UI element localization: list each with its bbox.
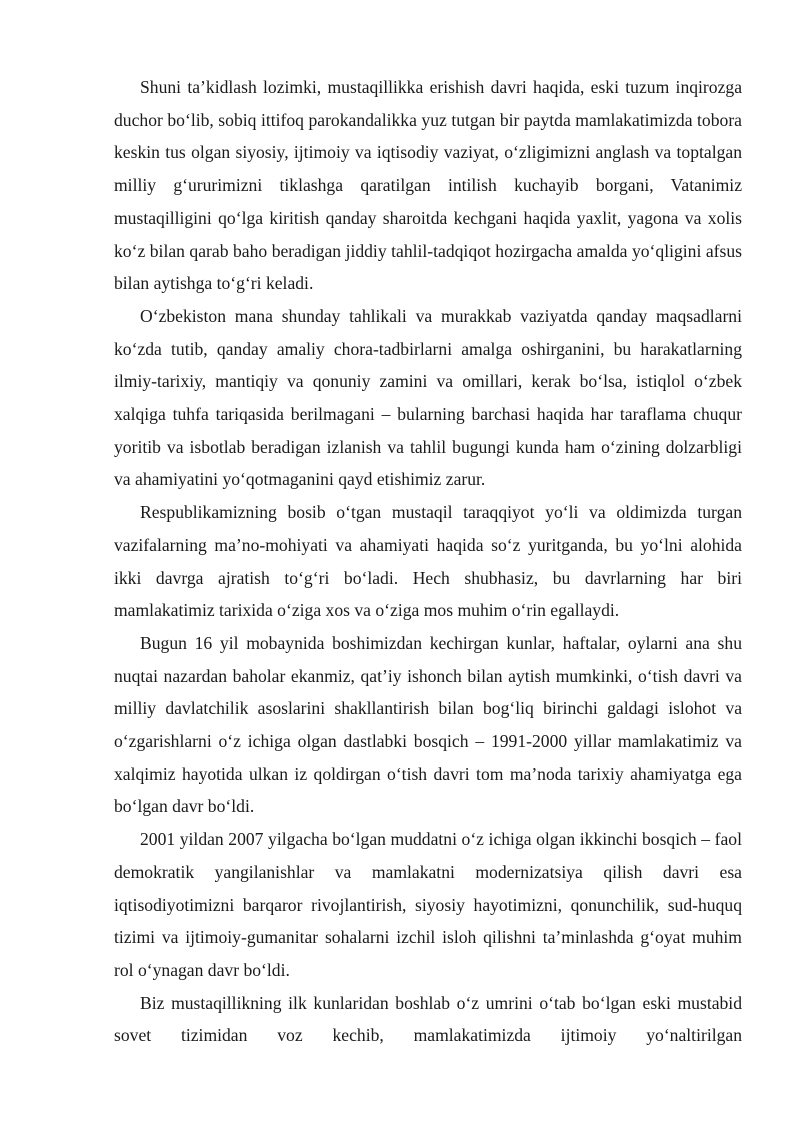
paragraph: Respublikamizning bosib o‘tgan mustaqil taraqqiyot yo‘li va oldimizda turgan vazifalarning ma’no-mohiyati va ahamiyati haqida so‘z yuritganda, bu yo‘lni alohida ikki davrga ajratish to‘g‘ri bo‘ladi. Hech shubhasiz, bu davrlarning har biri mamlakatimiz tarixida o‘ziga xos va o‘ziga mos muhim o‘rin egallaydi. xyxy=(114,502,742,621)
paragraph: Shuni ta’kidlash lozimki, mustaqillikka erishish davri haqida, eski tuzum inqirozga duchor bo‘lib, sobiq ittifoq parokandalikka yuz tutgan bir paytda mamlakatimizda tobora keskin tus olgan siyosiy, ijtimoiy va iqtisodiy vaziyat, o‘zligimizni anglash va toptalgan milliy g‘ururimizni tiklashga qaratilgan intilish kuchayib borgani, Vatanimiz mustaqilligini qo‘lga kiritish qanday sharoitda kechgani haqida yaxlit, yagona va xolis ko‘z bilan qarab baho beradigan jiddiy tahlil-tadqiqot hozirgacha amalda yo‘qligini afsus bilan aytishga to‘g‘ri keladi. xyxy=(114,77,742,294)
paragraph: O‘zbekiston mana shunday tahlikali va murakkab vaziyatda qanday maqsadlarni ko‘zda tutib, qanday amaliy chora-tadbirlarni amalga oshirganini, bu harakatlarning ilmiy-tarixiy, mantiqiy va qonuniy zamini va omillari, kerak bo‘lsa, istiqlol o‘zbek xalqiga tuhfa tariqasida berilmagani – bularning barchasi haqida har taraflama chuqur yoritib va isbotlab beradigan izlanish va tahlil bugungi kunda ham o‘zining dolzarbligi va ahamiyatini yo‘qotmaganini qayd etishimiz zarur. xyxy=(114,305,742,490)
paragraph: Biz mustaqillikning ilk kunlaridan boshlab o‘z umrini o‘tab bo‘lgan eski mustabid sovet tizimidan voz kechib, mamlakatimizda ijtimoiy yo‘naltirilgan xyxy=(114,992,742,1046)
paragraph: 2001 yildan 2007 yilgacha bo‘lgan muddatni o‘z ichiga olgan ikkinchi bosqich – faol demokratik yangilanishlar va mamlakatni modernizatsiya qilish davri esa iqtisodiyotimizni barqaror rivojlantirish, siyosiy hayotimizni, qonunchilik, sud-huquq tizimi va ijtimoiy-gumanitar sohalarni izchil isloh qilishni ta’minlashda g‘oyat muhim rol o‘ynagan davr bo‘ldi. xyxy=(114,829,742,980)
document-page xyxy=(114,71,742,1052)
paragraph: Bugun 16 yil mobaynida boshimizdan kechirgan kunlar, haftalar, oylarni ana shu nuqtai nazardan baholar ekanmiz, qat’iy ishonch bilan aytish mumkinki, o‘tish davri va milliy davlatchilik asoslarini shakllantirish bilan bog‘liq birinchi galdagi islohot va o‘zgarishlarni o‘z ichiga olgan dastlabki bosqich – 1991-2000 yillar mamlakatimiz va xalqimiz hayotida ulkan iz qoldirgan o‘tish davri tom ma’noda tarixiy ahamiyatga ega bo‘lgan davr bo‘ldi. xyxy=(114,632,742,817)
